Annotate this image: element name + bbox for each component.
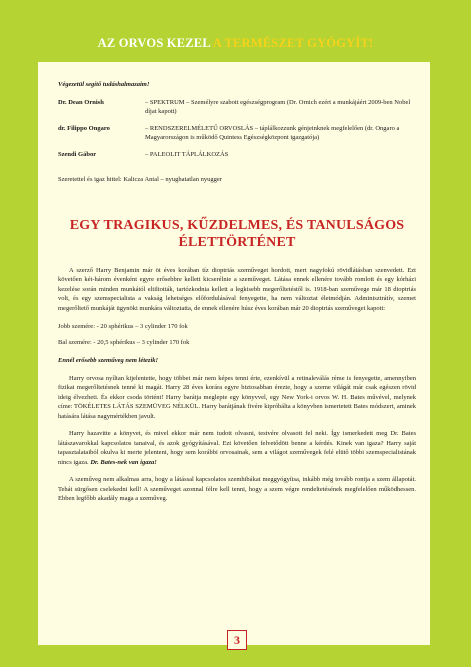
prescription-left-eye: Bal szemére: - 20,5 sphérikus – 3 cylinder 170 fok — [58, 338, 190, 346]
paragraph-intro: A szerző Harry Benjamin már öt éves korában tíz dioptriás szeműveget hordott, mert nagyfokú rövidlátásban szenvedett. Ezt követően két-három évenként egyre erősebbre kellett kicserélnie a szeműveget. Látása ennek ellenére tovább romlott és egy kórházi kezelése során minden munkától eltiltották, tartózkodnia kellett a legkisebb megerőltetéstől is. 1918-ban szeművege már 18 dioptriás volt, és egy szemspecialista a vakság lehetséges előfordulásával fenyegette, ha nem változtat életmódján. Adminisztrátív, szemet megerőltető munkáját ügynöki munkára változtatta, de ennek ellenére húsz éves korában már 20 dioptriás szeműveget kapott: — [58, 266, 416, 312]
top-banner — [0, 30, 471, 56]
reference-description: – PALEOLIT TÁPLÁLKOZÁS — [145, 150, 229, 158]
reference-author: Szendi Gábor — [58, 150, 97, 158]
reference-description: – SPEKTRUM – Személyre szabott egészségprogram (Dr. Ornich ezért a munkájáért 2009-ben Nobel díjat kapott) — [145, 98, 411, 115]
paragraph-bates — [58, 429, 416, 467]
article-headline: EGY TRAGIKUS, KŰZDELMES, ÉS TANULSÁGOS ÉLETTÖRTÉNET — [69, 217, 405, 250]
reference-entry — [58, 124, 416, 143]
banner-title-part1: AZ ORVOS KEZEL — [97, 36, 211, 50]
reference-entry — [58, 150, 416, 160]
paragraph-doctor: Harry orvosa nyíltan kijelentette, hogy többet már nem képes tenni érte, ezenkívül a retinaleválás réme is fenyegette, amennyiben fizikai megerőltetésnek tenné ki magát. Harry 28 éves korára egyre biztosabban érezte, hogy a szeme világát már csak egészen rövid ideig élvezheti. És ekkor csoda történt! Harry barátja meglepte egy könyvvel, egy New York-i orvos W. H. Bates művével, melynek címe: TÖKÉLETES LÁTÁS SZEMÜVEG NÉLKÜL. Harry barátjának fivére kipróbálta a könyvben ismertetett Bates módszert, aminek hatására látása nagymértékben javult. — [58, 374, 416, 420]
emphasis-text: Dr. Bates-nek van igaza! — [90, 458, 157, 466]
page-content — [58, 80, 416, 504]
paragraph-glasses: A szeműveg nem alkalmas arra, hogy a látással kapcsolatos szemhibákat meggyógyítsa, inkább még tovább rontja a szem állapotát. Tehát sürgősen cselekedni kell! A szeműveget azonnal félre kell tenni, hogy a szem végre rendeltetésének megfelelően működhessen. Ebben legfőbb akadály maga a szeműveg. — [58, 476, 416, 502]
reference-description: – RENDSZERELMÉLETŰ ORVOSLÁS – táplálkozzunk génjeinknek megfelelően (dr. Ongaro a Magyarországon is működő Quintess Egészségközpont igazgatója) — [145, 124, 400, 141]
page-number: 3 — [227, 630, 247, 650]
banner-title-part2: A TERMÉSZET GYÓGYÍT! — [210, 36, 374, 50]
subheading: Ennél erősebb szeműveg nem létezik! — [58, 357, 159, 364]
signature-line: Szeretettel és igaz hittel: Kalicza Antal – nyughatatlan nyugger — [58, 176, 222, 183]
reference-author: Dr. Dean Ornish — [58, 98, 104, 106]
reference-entry — [58, 98, 416, 117]
intro-title: Végezetül segítő tudáshalmazaim! — [58, 81, 150, 88]
page-paper — [38, 62, 430, 645]
reference-author: dr. Filippo Ongaro — [58, 124, 110, 132]
prescription-right-eye: Jobb szemére: - 20 sphérikus – 3 cylinder 170 fok — [58, 323, 188, 330]
paragraph-bates-text: Harry hazavitte a könyvet, és mivel ekkor már nem tudott olvasni, testvére olvasott fel neki. Így ismerkedett meg Dr. Bates látászavarokkal kapcsolatos tanaival, és azok gyógyításával. Ezt követően felvetődött benne a kérdés. Kinek van igaza? Harry saját tapasztalataiból okulva ki merte jelenteni, hogy sem korábbi orvosainak, sem a világot szeművegek felé elütő többi szemspecialistának nincs igaza. — [58, 430, 416, 466]
